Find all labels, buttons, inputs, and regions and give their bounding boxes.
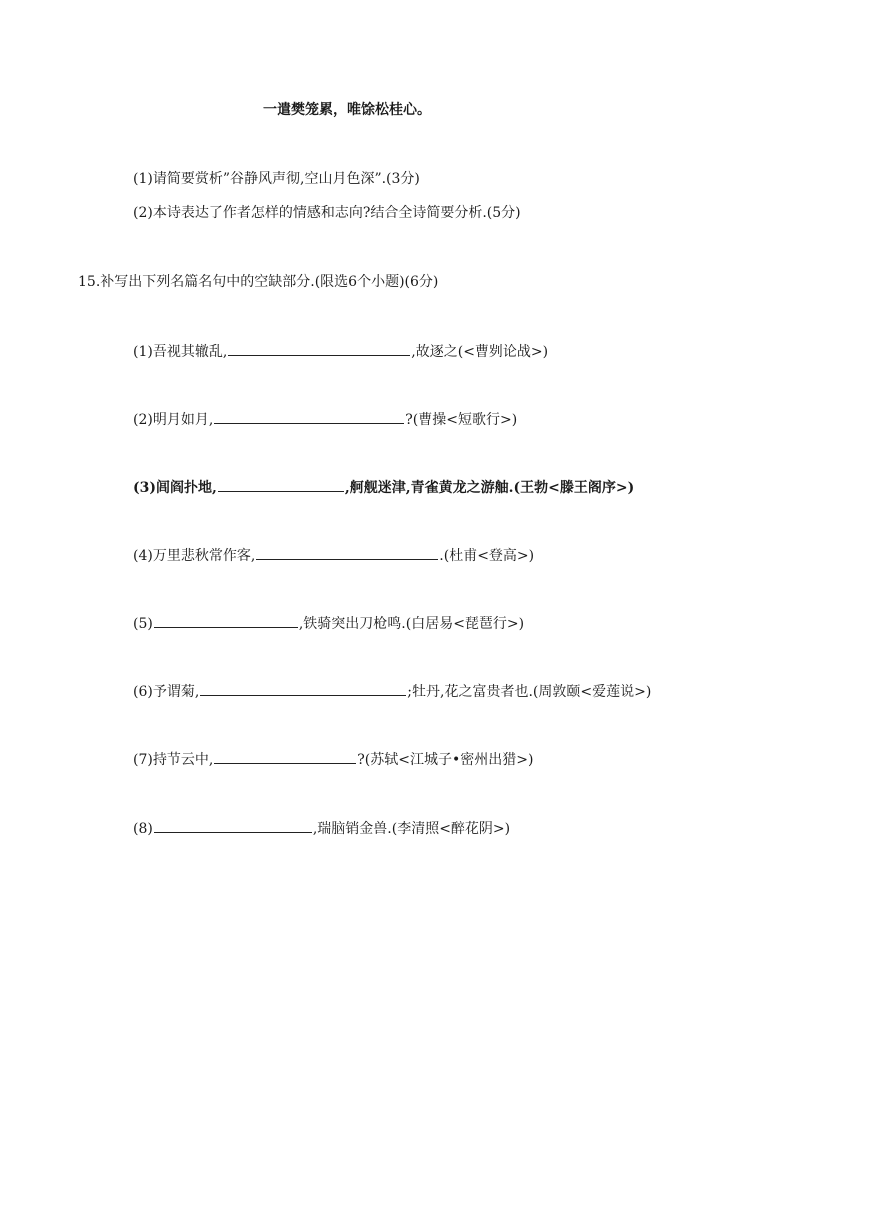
answer-blank[interactable] [154, 613, 298, 628]
answer-blank[interactable] [200, 681, 406, 696]
answer-blank[interactable] [214, 749, 356, 764]
fill-item-7 [133, 749, 533, 769]
fill-item-prefix: (2)明月如月, [133, 412, 214, 428]
fill-item-suffix: ?(曹操<短歌行>) [405, 412, 518, 428]
fill-item-suffix: ,瑞脑销金兽.(李清照<醉花阴>) [312, 821, 511, 837]
fill-item-prefix: (6)予谓菊, [133, 684, 200, 700]
fill-item-prefix: (7)持节云中, [133, 752, 214, 768]
answer-blank[interactable] [218, 477, 344, 492]
question-15-title: 15.补写出下列名篇名句中的空缺部分.(限选6个小题)(6分) [78, 274, 439, 290]
fill-item-8 [133, 818, 510, 838]
answer-blank[interactable] [256, 545, 438, 560]
fill-item-2 [133, 409, 517, 429]
fill-item-suffix: ?(苏轼<江城子•密州出猎>) [357, 752, 534, 768]
fill-item-3 [133, 477, 634, 497]
fill-item-6 [133, 681, 651, 701]
fill-item-4 [133, 545, 534, 565]
fill-item-5 [133, 613, 524, 633]
fill-item-prefix: (1)吾视其辙乱, [133, 344, 228, 360]
question-14-1: (1)请简要赏析”谷静风声彻,空山月色深”.(3分) [133, 171, 420, 187]
question-14-2: (2)本诗表达了作者怎样的情感和志向?结合全诗简要分析.(5分) [133, 205, 521, 221]
answer-blank[interactable] [214, 409, 404, 424]
fill-item-prefix: (5) [133, 616, 153, 632]
fill-item-suffix: ;牡丹,花之富贵者也.(周敦颐<爱莲说>) [407, 684, 652, 700]
poem-last-line: 一遣樊笼累，唯馀松桂心。 [263, 102, 431, 118]
fill-item-1 [133, 341, 548, 361]
fill-item-suffix: ,舸舰迷津,青雀黄龙之游舳.(王勃<滕王阁序>) [344, 480, 635, 496]
fill-item-prefix: (3)闾阎扑地, [133, 480, 217, 496]
fill-item-suffix: ,铁骑突出刀枪鸣.(白居易<琵琶行>) [298, 616, 525, 632]
answer-blank[interactable] [228, 341, 410, 356]
answer-blank[interactable] [154, 818, 312, 833]
fill-item-suffix: ,故逐之(<曹刿论战>) [411, 344, 549, 360]
fill-item-prefix: (8) [133, 821, 153, 837]
fill-item-prefix: (4)万里悲秋常作客, [133, 548, 256, 564]
fill-item-suffix: .(杜甫<登高>) [439, 548, 535, 564]
